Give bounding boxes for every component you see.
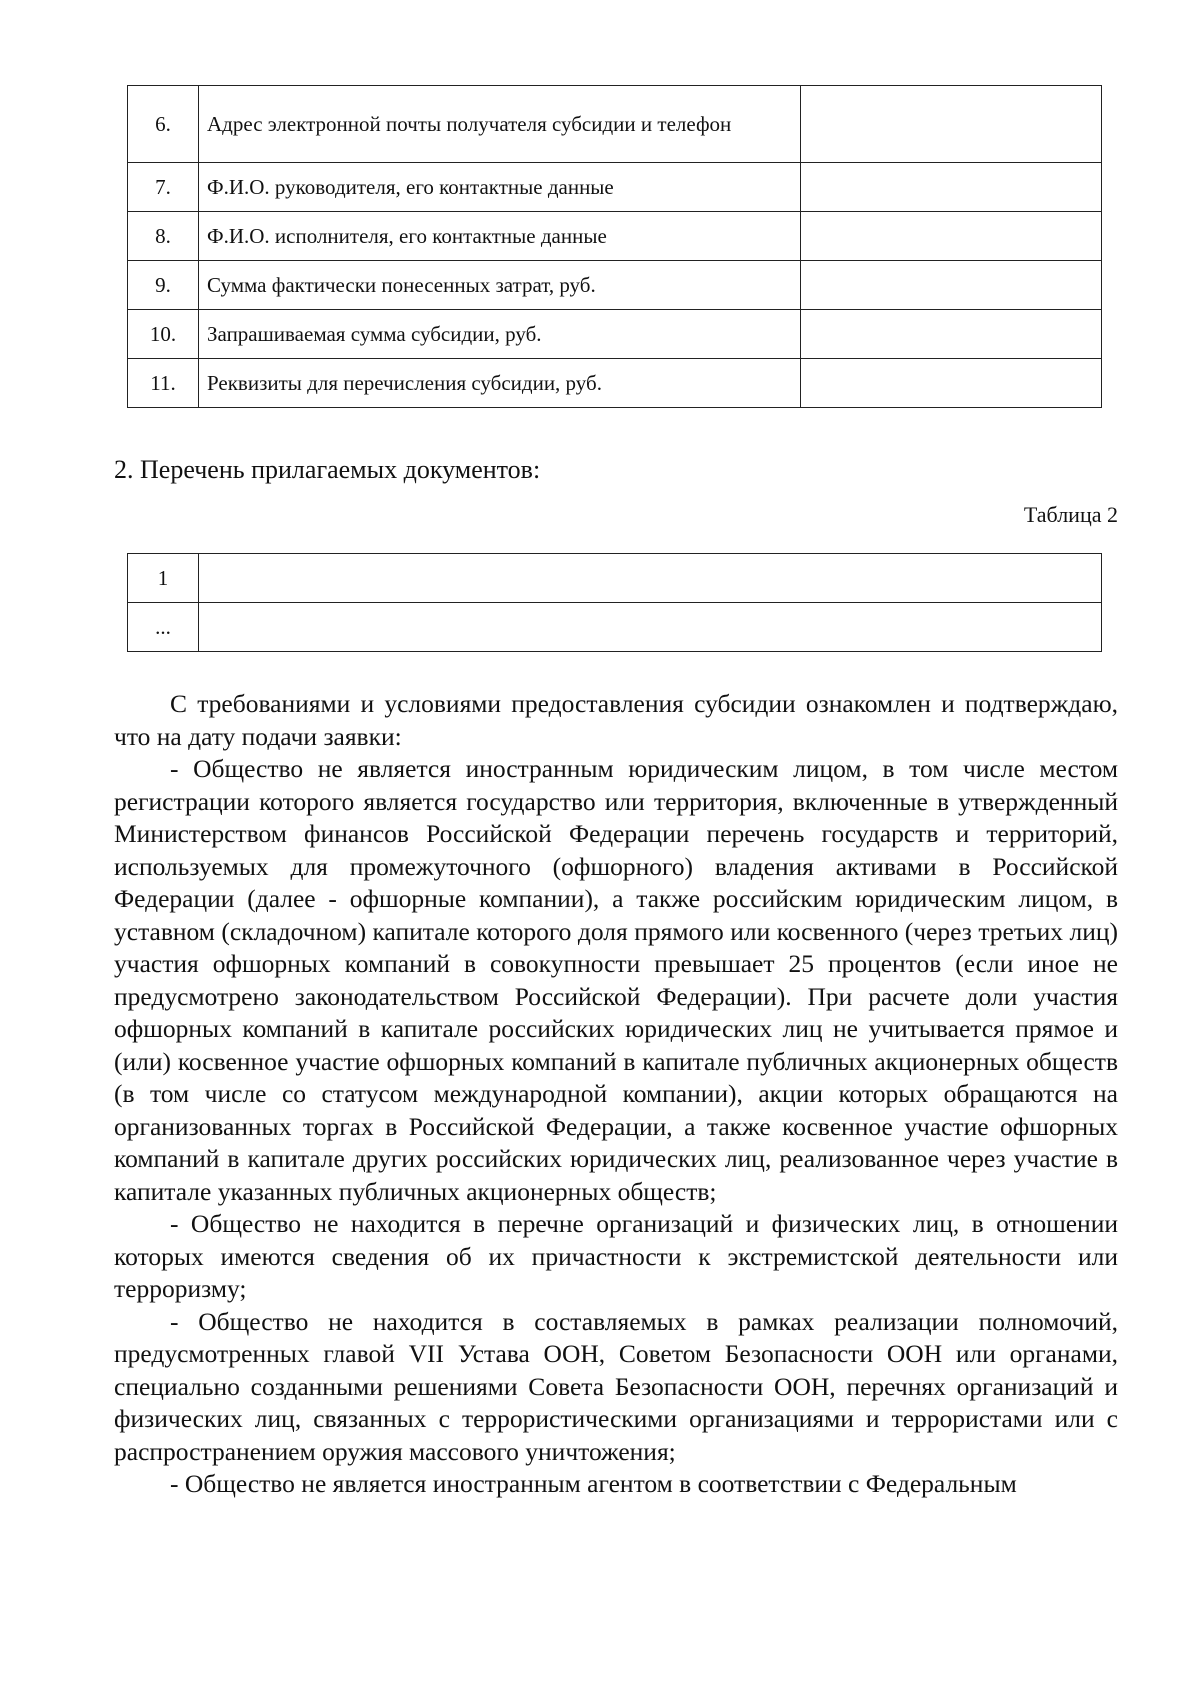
table-row: [128, 163, 1102, 212]
row-value-cell: [801, 163, 1102, 212]
row-number: 11.: [128, 359, 199, 408]
paragraph: - Общество не является иностранным юридическим лицом, в том числе местом регистрации которого является государство или территория, включенные в утвержденный Министерством финансов Российской Федерации перечень государств и территорий, используемых для промежуточного (офшорного) владения активами в Российской Федерации (далее - офшорные компании), а также российским юридическим лицом, в уставном (складочном) капитале которого доля прямого или косвенного (через третьих лиц) участия офшорных компаний в совокупности превышает 25 процентов (если иное не предусмотрено законодательством Российской Федерации). При расчете доли участия офшорных компаний в капитале российских юридических лиц не учитывается прямое и (или) косвенное участие офшорных компаний в капитале публичных акционерных обществ (в том числе со статусом международной компании), акции которых обращаются на организованных торгах в Российской Федерации, а также косвенное участие офшорных компаний в капитале других российских юридических лиц, реализованное через участие в капитале указанных публичных акционерных обществ;: [114, 754, 1118, 1206]
application-details-table: [127, 85, 1102, 408]
table-row: [128, 603, 1102, 652]
row-label: Запрашиваемая сумма субсидии, руб.: [199, 310, 801, 359]
row-label: Реквизиты для перечисления субсидии, руб.: [199, 359, 801, 408]
row-number: 1: [128, 554, 199, 603]
row-number: 8.: [128, 212, 199, 261]
table-row: [128, 310, 1102, 359]
row-value-cell: [801, 212, 1102, 261]
row-value-cell: [801, 359, 1102, 408]
paragraph: - Общество не находится в перечне организаций и физических лиц, в отношении которых имеются сведения об их причастности к экстремистской деятельности или терроризму;: [114, 1209, 1118, 1303]
row-number: 7.: [128, 163, 199, 212]
table-row: [128, 212, 1102, 261]
row-number: ...: [128, 603, 199, 652]
section-heading: 2. Перечень прилагаемых документов:: [114, 455, 541, 484]
row-label: Ф.И.О. исполнителя, его контактные данные: [199, 212, 801, 261]
row-value-cell: [801, 261, 1102, 310]
table-caption: Таблица 2: [1023, 502, 1118, 527]
row-number: 9.: [128, 261, 199, 310]
paragraph: С требованиями и условиями предоставления субсидии ознакомлен и подтверждаю, что на дату подачи заявки:: [114, 689, 1118, 751]
row-number: 10.: [128, 310, 199, 359]
row-value-cell: [199, 603, 1102, 652]
row-label: Сумма фактически понесенных затрат, руб.: [199, 261, 801, 310]
table-row: [128, 261, 1102, 310]
table-row: [128, 86, 1102, 163]
table-row: [128, 554, 1102, 603]
row-label: Адрес электронной почты получателя субсидии и телефон: [199, 86, 801, 163]
row-label: Ф.И.О. руководителя, его контактные данные: [199, 163, 801, 212]
row-value-cell: [801, 86, 1102, 163]
paragraph: - Общество не является иностранным агентом в соответствии с Федеральным: [170, 1469, 1017, 1498]
attached-documents-table: [127, 553, 1102, 652]
paragraph: - Общество не находится в составляемых в рамках реализации полномочий, предусмотренных главой VII Устава ООН, Советом Безопасности ООН или органами, специально созданными решениями Совета Безопасности ООН, перечнях организаций и физических лиц, связанных с террористическими организациями и террористами или с распространением оружия массового уничтожения;: [114, 1306, 1118, 1466]
row-value-cell: [199, 554, 1102, 603]
table-row: [128, 359, 1102, 408]
row-value-cell: [801, 310, 1102, 359]
declaration-text: [114, 688, 1118, 1501]
row-number: 6.: [128, 86, 199, 163]
